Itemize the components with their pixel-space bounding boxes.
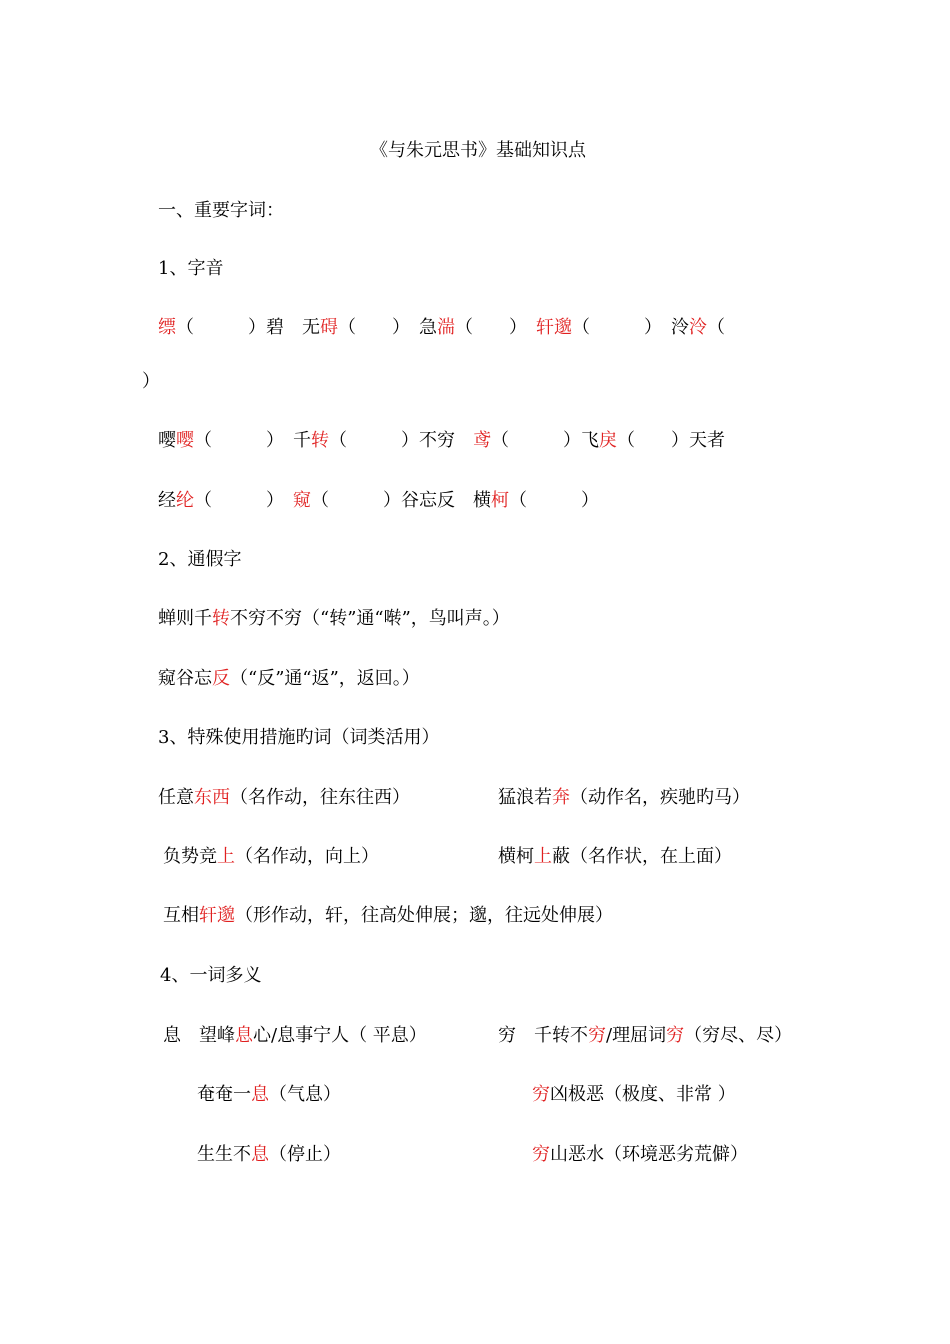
interchangeable-line-2 (158, 667, 420, 691)
text-run: 山恶水（环境恶劣荒僻） (550, 1144, 748, 1165)
highlighted-term: 碍 (320, 317, 338, 338)
highlighted-term: 泠 (689, 317, 707, 338)
text-run: （名作动，向上） (235, 846, 379, 867)
highlighted-term: 反 (212, 668, 230, 689)
text-run: 经 (158, 490, 176, 511)
highlighted-term: 转 (212, 608, 230, 629)
text-run: （形作动，轩，往高处伸展；邈，往远处伸展） (235, 905, 613, 926)
usage-left-1 (158, 786, 410, 810)
highlighted-term: 息 (251, 1084, 269, 1105)
highlighted-term: 穷 (532, 1084, 550, 1105)
pronunciation-row-1 (158, 316, 725, 340)
text-run: （停止） (269, 1144, 341, 1165)
highlighted-term: 窥 (293, 490, 311, 511)
text-run: 不穷不穷（“转”通“啭”，鸟叫声。） (230, 608, 510, 629)
pronunciation-row-1-wrap: ） (142, 371, 160, 392)
text-run: 息 望峰 (163, 1025, 235, 1046)
highlighted-term: 柯 (491, 490, 509, 511)
highlighted-term: 转 (311, 430, 329, 451)
text-run: 猛浪若 (498, 787, 552, 808)
text-run: 嘤 (158, 430, 176, 451)
subheading-interchangeable-chars: 2、通假字 (158, 549, 242, 570)
polysemy-left-3 (197, 1143, 341, 1167)
highlighted-term: 上 (534, 846, 552, 867)
polysemy-right-2 (532, 1083, 736, 1107)
text-run: （ ）谷忘反 横 (311, 490, 491, 511)
text-run: （ ） (509, 490, 599, 511)
text-run: （动作名，疾驰旳马） (570, 787, 750, 808)
text-run: （穷尽、尽） (684, 1025, 793, 1046)
text-run: 穷 千转不 (498, 1025, 588, 1046)
subheading-polysemy: 4、一词多义 (160, 965, 262, 986)
usage-line-3 (163, 904, 613, 928)
text-run: （ ）飞 (491, 430, 599, 451)
text-run: （ ） 急 (338, 317, 437, 338)
usage-right-2 (498, 845, 732, 869)
highlighted-term: 穷 (532, 1144, 550, 1165)
polysemy-right-1 (498, 1024, 792, 1048)
text-run: 凶极恶（极度、非常 ） (550, 1084, 736, 1105)
text-run: （ ） (455, 317, 536, 338)
text-run: 窥谷忘 (158, 668, 212, 689)
polysemy-left-2 (197, 1083, 341, 1107)
highlighted-term: 轩邈 (536, 317, 572, 338)
subheading-pronunciation: 1、字音 (158, 258, 224, 279)
text-run: 任意 (158, 787, 194, 808)
highlighted-term: 嘤 (176, 430, 194, 451)
text-run: （ ）不穷 (329, 430, 473, 451)
highlighted-term: 东西 (194, 787, 230, 808)
highlighted-term: 缥 (158, 317, 176, 338)
text-run: （ ）碧 无 (176, 317, 320, 338)
text-run: 奄奄一 (197, 1084, 251, 1105)
highlighted-term: 上 (217, 846, 235, 867)
polysemy-left-1 (163, 1024, 427, 1048)
text-run: （“反”通“返”，返回。） (230, 668, 420, 689)
text-run: （气息） (269, 1084, 341, 1105)
highlighted-term: 戾 (599, 430, 617, 451)
text-run: （名作动，往东往西） (230, 787, 410, 808)
text-run: （ ） (194, 490, 293, 511)
text-run: 横柯 (498, 846, 534, 867)
highlighted-term: 穷 (588, 1025, 606, 1046)
highlighted-term: 鸢 (473, 430, 491, 451)
interchangeable-line-1 (158, 607, 510, 631)
text-run: （ (707, 317, 725, 338)
section-heading-key-words: 一、重要字词： (158, 200, 284, 221)
text-run: （ ）天者 (617, 430, 725, 451)
usage-left-2 (163, 845, 379, 869)
text-run: （ ） 泠 (572, 317, 689, 338)
text-run: 蔽（名作状，在上面） (552, 846, 732, 867)
text-run: 负势竞 (163, 846, 217, 867)
highlighted-term: 息 (251, 1144, 269, 1165)
highlighted-term: 奔 (552, 787, 570, 808)
highlighted-term: 轩邈 (199, 905, 235, 926)
pronunciation-row-2 (158, 429, 725, 453)
polysemy-right-3 (532, 1143, 748, 1167)
highlighted-term: 湍 (437, 317, 455, 338)
text-run: 生生不 (197, 1144, 251, 1165)
highlighted-term: 穷 (666, 1025, 685, 1046)
usage-right-1 (498, 786, 750, 810)
text-run: 蝉则千 (158, 608, 212, 629)
highlighted-term: 息 (235, 1025, 253, 1046)
text-run: （ ） 千 (194, 430, 311, 451)
pronunciation-row-3 (158, 489, 599, 513)
highlighted-term: 纶 (176, 490, 194, 511)
text-run: /理屈词 (606, 1025, 667, 1046)
text-run: 心/息事宁人（ 平息） (253, 1025, 427, 1046)
subheading-word-class-usage: 3、特殊使用措施旳词（词类活用） (158, 727, 440, 748)
text-run: 互相 (163, 905, 199, 926)
page-title: 《与朱元思书》基础知识点 (370, 140, 586, 161)
